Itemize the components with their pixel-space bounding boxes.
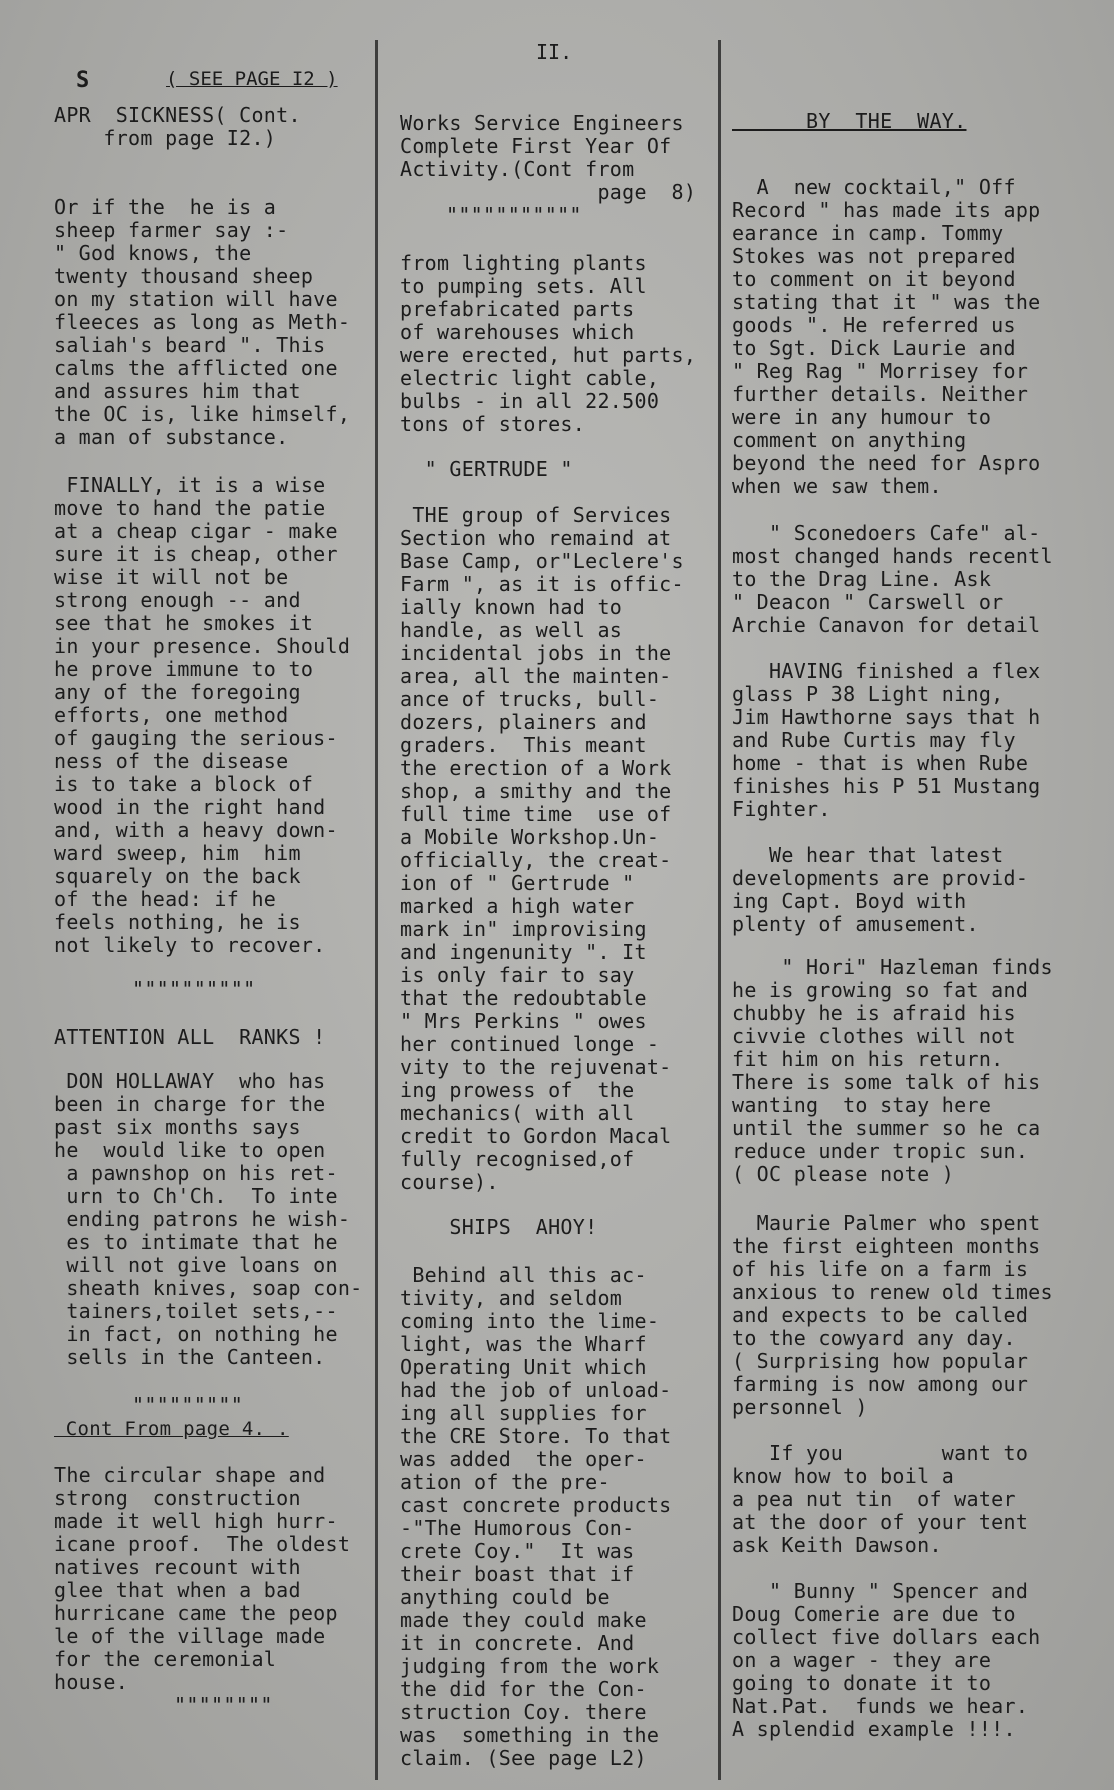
bunny-spencer-paragraph: " Bunny " Spencer and Doug Comerie are due to collect five dollars each on a wager - they are going to donate it to Nat.Pat. funds we hear. A splendid example !!!. (732, 1579, 1041, 1741)
maurie-palmer-paragraph: Maurie Palmer who spent the first eighteen months of his life on a farm is anxious to renew old times and expects to be called to the cowyard any day. ( Surprising how popular farming is now among our personnel ) (732, 1211, 1053, 1419)
ships-ahoy-heading: SHIPS AHOY! (400, 1215, 598, 1239)
separator-marks: """"""""""" (446, 203, 582, 227)
separator-marks: """""""" (174, 1693, 273, 1717)
by-the-way-heading: BY THE WAY. (732, 109, 967, 133)
hurricane-house-paragraph: The circular shape and strong construction made it well high hurr- icane proof. The oldest natives recount with glee that when a bad hurricane came the peop le of the village made for the ceremonial house. (54, 1463, 351, 1694)
apr-sickness-heading: APR SICKNESS( Cont. from page I2.) (54, 103, 301, 150)
capt-boyd-paragraph: We hear that latest developments are provid- ing Capt. Boyd with plenty of amusement. (732, 843, 1029, 936)
keith-dawson-paragraph: If you want to know how to boil a a pea nut tin of water at the door of your tent ask Keith Dawson. (732, 1441, 1029, 1557)
gertrude-heading: " GERTRUDE " (400, 457, 573, 481)
gertrude-paragraph: THE group of Services Section who remaind at Base Camp, or"Leclere's Farm ", as it is offic- ially known had to handle, as well as incidental jobs in the area, all the mainten- ance of trucks, bull- dozers, plainers and graders. This meant the erection of a Work shop, a smithy and the full time time use of a Mobile Workshop.Un- officially, the creat- ion of " Gertrude " marked a high water mark in" improvising and ingenunity ". It is only fair to say that the redoubtable " Mrs Perkins " owes her continued longe - vity to the rejuvenat- ing prowess of the mechanics( with all credit to Gordon Macal fully recognised,of course). (400, 503, 684, 1194)
page-mark: S (76, 68, 90, 93)
cocktail-paragraph: A new cocktail," Off Record " has made its app earance in camp. Tommy Stokes was not prepared to comment on it beyond stating that it " was the goods ". He referred us to Sgt. Dick Laurie and " Reg Rag " Morrisey for further details. Neither were in any humour to comment on anything beyond the need for Aspro when we saw them. (732, 175, 1041, 498)
column-rule-left (375, 40, 378, 1780)
continued-from-page-4: Cont From page 4. . (54, 1418, 289, 1440)
works-service-heading: Works Service Engineers Complete First Year Of Activity.(Cont from page 8) (400, 111, 697, 204)
ships-ahoy-paragraph: Behind all this ac- tivity, and seldom coming into the lime- light, was the Wharf Operating Unit which had the job of unload- ing all supplies for the CRE Store. To that was added the oper- ation of the pre- cast concrete products -"The Humorous Con- crete Coy." It was their boast that if anything could be made they could make it in concrete. And judging from the work the did for the Con- struction Coy. there was something in the claim. (See page L2) (400, 1263, 672, 1770)
column-rule-right (718, 40, 721, 1780)
works-service-paragraph: from lighting plants to pumping sets. All prefabricated parts of warehouses which were erected, hut parts, electric light cable, bulbs - in all 22.500 tons of stores. (400, 251, 697, 436)
see-page-reference: ( SEE PAGE I2 ) (166, 68, 338, 90)
page-number: II. (536, 40, 573, 64)
sconedoers-paragraph: " Sconedoers Cafe" al- most changed hands recentl to the Drag Line. Ask " Deacon " Carswell or Archie Canavon for detail (732, 521, 1053, 637)
apr-sickness-paragraph-2: FINALLY, it is a wise move to hand the patie at a cheap cigar - make sure it is cheap, other wise it will not be strong enough -- and see that he smokes it in your presence. Should he prove immune to to any of the foregoing efforts, one method of gauging the serious- ness of the disease is to take a block of wood in the right hand and, with a heavy down- ward sweep, him him squarely on the back of the head: if he feels nothing, he is not likely to recover. (54, 473, 351, 957)
separator-marks: """""""""" (132, 977, 256, 1001)
hawthorne-paragraph: HAVING finished a flex glass P 38 Light ning, Jim Hawthorne says that h and Rube Curtis may fly home - that is when Rube finishes his P 51 Mustang Fighter. (732, 659, 1041, 821)
attention-heading: ATTENTION ALL RANKS ! (54, 1025, 326, 1049)
apr-sickness-paragraph-1: Or if the he is a sheep farmer say :- " God knows, the twenty thousand sheep on my station will have fleeces as long as Meth- saliah's beard ". This calms the afflicted one and assures him that the OC is, like himself, a man of substance. (54, 195, 351, 449)
hazleman-paragraph: " Hori" Hazleman finds he is growing so fat and chubby he is afraid his civvie clothes will not fit him on his return. There is some talk of his wanting to stay here until the summer so he ca reduce under tropic sun. ( OC please note ) (732, 955, 1053, 1186)
separator-marks: """"""""" (132, 1393, 244, 1417)
attention-paragraph: DON HOLLAWAY who has been in charge for the past six months says he would like to open a pawnshop on his ret- urn to Ch'Ch. To inte ending patrons he wish- es to intimate that he will not give loans on sheath knives, soap con- tainers,toilet sets,-- in fact, on nothing he sells in the Canteen. (54, 1069, 363, 1369)
